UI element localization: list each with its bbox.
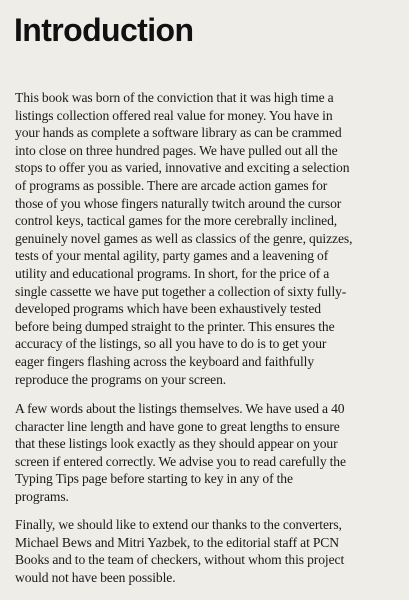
- page-title: Introduction: [14, 12, 194, 48]
- thanks-paragraph: Finally, we should like to extend our thanks to the converters, Michael Bews and Mitri Yazbek, to the editorial staff at PCN Books and to the team of checkers, without whom this project would not have been possible.: [15, 517, 345, 585]
- listings-paragraph: A few words about the listings themselves. We have used a 40 character line length and have gone to great lengths to ensure that these listings look exactly as they should appear on your screen if entered correctly. We advise you to read carefully the Typing Tips page before starting to key in any of the programs.: [15, 401, 346, 504]
- intro-paragraph: This book was born of the conviction that it was high time a listings collection offered real value for money. You have in your hands as complete a software library as can be crammed into close on three hundred pages. We have pulled out all the stops to offer you as varied, innovative and exciting a selection of programs as possible. There are arcade action games for those of you whose fingers naturally twitch around the cursor control keys, tactical games for the more cerebrally inclined, genuinely novel games as well as classics of the genre, quizzes, tests of your mental agility, party games and a leavening of utility and educational programs. In short, for the price of a single cassette we have put together a collection of sixty fully- developed programs which have been exhaustively tested before being dumped straight to the printer. This ensures the accuracy of the listings, so all you have to do is to get your eager fingers flashing across the keyboard and faithfully reproduce the programs on your screen.: [15, 90, 353, 387]
